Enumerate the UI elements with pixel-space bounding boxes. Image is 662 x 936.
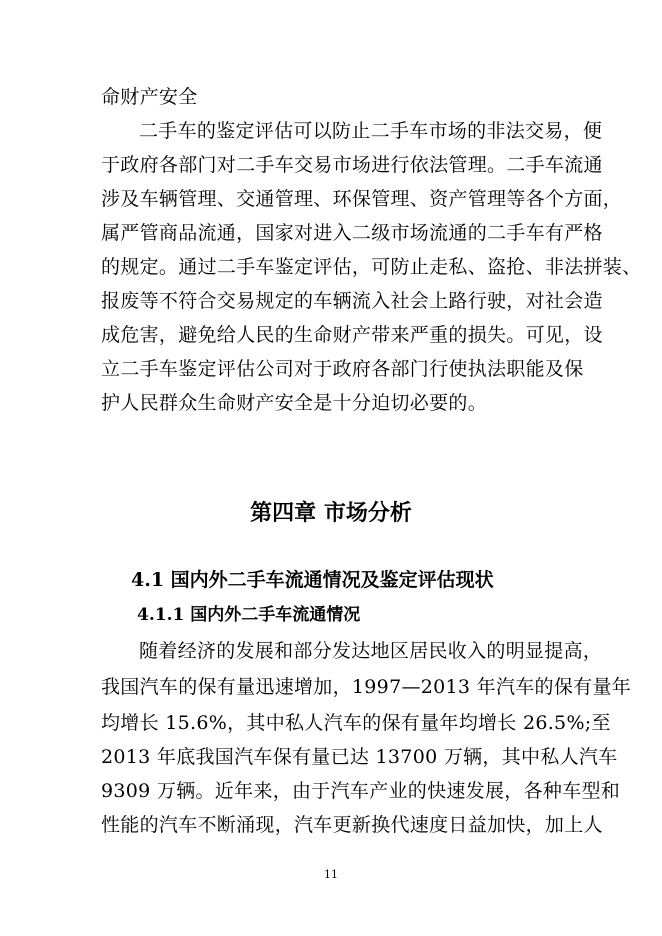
paragraph-line: 成危害，避免给人民的生命财产带来严重的损失。可见，设	[101, 324, 603, 346]
paragraph-line: 涉及车辆管理、交通管理、环保管理、资产管理等各个方面，	[101, 188, 623, 210]
paragraph-line: 性能的汽车不断涌现，汽车更新换代速度日益加快，加上人	[101, 814, 603, 836]
paragraph-line: 报废等不符合交易规定的车辆流入社会上路行驶，对社会造	[101, 290, 603, 312]
paragraph-line: 9309 万辆。近年来，由于汽车产业的快速发展，各种车型和	[101, 780, 621, 802]
paragraph-line: 我国汽车的保有量迅速增加，1997—2013 年汽车的保有量年	[101, 676, 632, 698]
paragraph-line: 2013 年底我国汽车保有量已达 13700 万辆，其中私人汽车	[101, 746, 618, 768]
section-heading-4-1: 4.1 国内外二手车流通情况及鉴定评估现状	[131, 569, 494, 591]
section-title-continued: 命财产安全	[101, 86, 198, 108]
paragraph-line: 立二手车鉴定评估公司对于政府各部门行使执法职能及保	[101, 358, 584, 380]
paragraph-line: 的规定。通过二手车鉴定评估，可防止走私、盗抢、非法拼装、	[101, 256, 642, 278]
paragraph-line: 均增长 15.6%，其中私人汽车的保有量年均增长 26.5%;至	[101, 712, 611, 734]
chapter-title: 第四章 市场分析	[250, 500, 412, 526]
paragraph-line: 于政府各部门对二手车交易市场进行依法管理。二手车流通	[101, 154, 603, 176]
section-heading-4-1-1: 4.1.1 国内外二手车流通情况	[137, 605, 361, 625]
paragraph-line: 随着经济的发展和部分发达地区居民收入的明显提高，	[139, 640, 603, 662]
paragraph-line: 护人民群众生命财产安全是十分迫切必要的。	[101, 392, 488, 414]
paragraph-line: 二手车的鉴定评估可以防止二手车市场的非法交易，便	[139, 120, 603, 142]
paragraph-line: 属严管商品流通，国家对进入二级市场流通的二手车有严格	[101, 222, 603, 244]
page-number: 11	[324, 868, 338, 881]
